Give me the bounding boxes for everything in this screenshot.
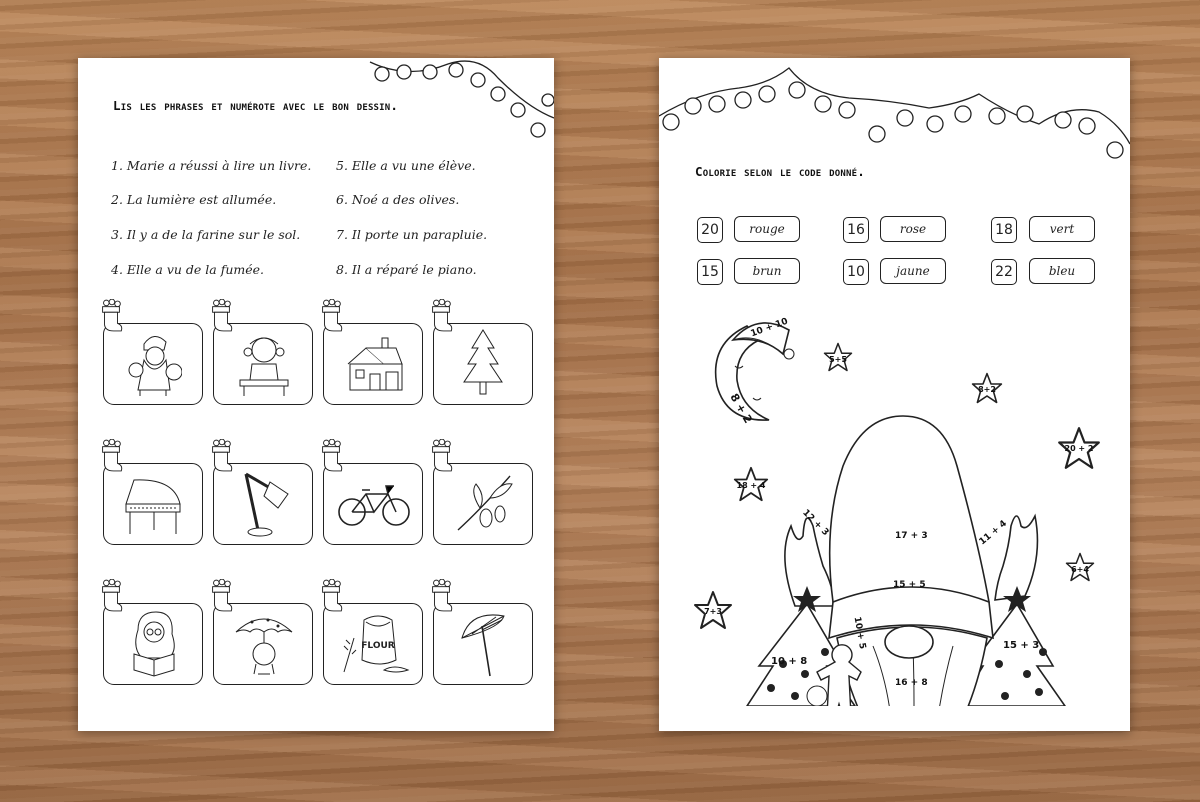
page-title: Colorie selon le code donné. [695, 164, 865, 179]
sentence-3: 3. Il y a de la farine sur le sol. [111, 227, 301, 242]
star-label: 18 + 4 [736, 481, 766, 491]
picture-card[interactable] [103, 603, 203, 685]
stocking-icon [427, 579, 455, 613]
moon-face-label: 8 + 2 [727, 391, 755, 426]
code-number: 18 [991, 217, 1017, 243]
star-label: 6+4 [1071, 564, 1089, 574]
star-label: 5+5 [829, 354, 847, 364]
code-color: brun [734, 258, 800, 284]
worksheet-reading [78, 58, 554, 731]
sentence-8: 8. Il a réparé le piano. [336, 262, 477, 277]
picture-card[interactable] [323, 603, 423, 685]
code-color: rose [880, 216, 946, 242]
code-color: rouge [734, 216, 800, 242]
picture-card[interactable] [323, 323, 423, 405]
stocking-icon [427, 299, 455, 333]
pine-tree-icon [460, 328, 506, 402]
picture-card[interactable] [433, 323, 533, 405]
code-number: 22 [991, 259, 1017, 285]
flour-label: FLOUR [361, 641, 395, 651]
code-number: 10 [843, 259, 869, 285]
piano-icon [120, 470, 186, 538]
reading-girl-icon [124, 608, 184, 680]
desk-lamp-icon [234, 468, 294, 540]
stocking-icon [317, 439, 345, 473]
stocking-icon [97, 439, 125, 473]
house-icon [344, 334, 404, 396]
sentence-2: 2. La lumière est allumée. [111, 192, 277, 207]
picture-card[interactable] [213, 463, 313, 545]
code-number: 15 [697, 259, 723, 285]
star-label: 7+3 [704, 606, 722, 616]
gnome-nose-label: 15 + 5 [893, 580, 926, 590]
olive-branch-icon [450, 470, 516, 538]
gnome-beard-label: 16 + 8 [895, 678, 928, 688]
parasol-icon [456, 608, 512, 680]
picture-card[interactable] [433, 463, 533, 545]
picture-card[interactable] [323, 463, 423, 545]
moon-hat-label: 10 + 10 [749, 316, 790, 340]
bicycle-icon [336, 480, 412, 530]
garland-lights-icon [659, 64, 1130, 174]
stocking-icon [317, 299, 345, 333]
sentence-4: 4. Elle a vu de la fumée. [111, 262, 264, 277]
gnome-antler-right-label: 11 + 4 [977, 518, 1010, 548]
code-color: bleu [1029, 258, 1095, 284]
page-title: Lis les phrases et numérote avec le bon dessin. [113, 98, 399, 113]
student-girl-icon [236, 330, 292, 398]
code-color: jaune [880, 258, 946, 284]
picture-card[interactable] [213, 603, 313, 685]
picture-card[interactable] [213, 323, 313, 405]
code-number: 16 [843, 217, 869, 243]
code-color: vert [1029, 216, 1095, 242]
stocking-icon [207, 299, 235, 333]
flour-sack-icon [334, 610, 414, 680]
santa-icon [126, 330, 182, 398]
worksheet-coloring [659, 58, 1130, 731]
stocking-icon [207, 439, 235, 473]
star-label: 20 + 2 [1064, 444, 1094, 454]
stocking-icon [207, 579, 235, 613]
stocking-icon [427, 439, 455, 473]
gnome-antler-left-label: 12 + 3 [800, 507, 831, 539]
stocking-icon [97, 579, 125, 613]
stocking-icon [317, 579, 345, 613]
sentence-7: 7. Il porte un parapluie. [336, 227, 488, 242]
tree-left-label: 10 + 8 [771, 656, 808, 667]
sentence-5: 5. Elle a vu une élève. [336, 158, 476, 173]
star-label: 8+2 [978, 385, 996, 395]
picture-card[interactable] [433, 603, 533, 685]
picture-card[interactable] [103, 323, 203, 405]
gnome-hat-label: 17 + 3 [895, 531, 928, 541]
gnome-cookie-label: 10 + 5 [851, 616, 868, 650]
tree-right-label: 15 + 3 [1003, 640, 1040, 651]
umbrella-child-icon [232, 610, 296, 680]
stocking-icon [97, 299, 125, 333]
picture-card[interactable] [103, 463, 203, 545]
code-number: 20 [697, 217, 723, 243]
sentence-6: 6. Noé a des olives. [336, 192, 460, 207]
sentence-1: 1. Marie a réussi à lire un livre. [111, 158, 312, 173]
